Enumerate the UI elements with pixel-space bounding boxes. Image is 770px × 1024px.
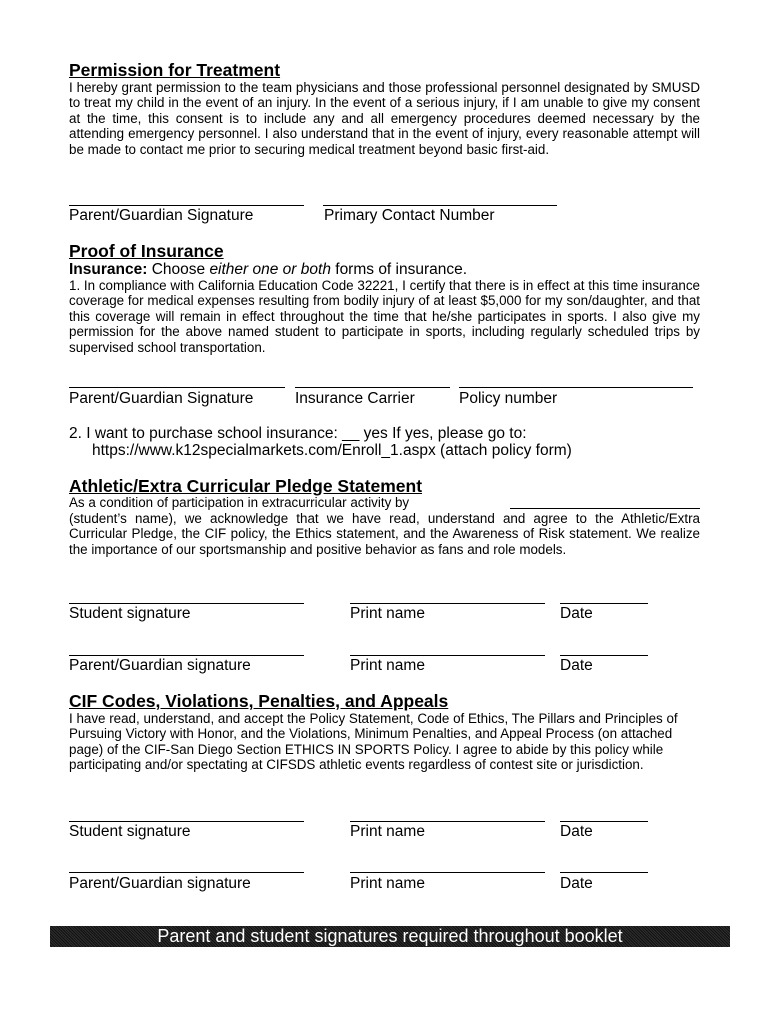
pledge-date-label-1: Date [560, 605, 593, 622]
cif-date-line-2[interactable] [560, 872, 648, 873]
primary-contact-label: Primary Contact Number [324, 207, 495, 224]
treatment-signature-line[interactable] [69, 205, 304, 206]
insurance-heading: Proof of Insurance [69, 241, 224, 261]
cif-body: I have read, understand, and accept the Policy Statement, Code of Ethics, The Pillars and Principles of Pursuing Victory with Honor, and the Violations, Minimum Penalties, and Appeal Process (on attached page) of the CIF-San Diego Section ETHICS IN SPORTS Policy. I agree to abide by this policy while participating and/or spectating at CIFSDS athletic events regardless of contest site or jurisdiction. [69, 711, 678, 773]
treatment-body: I hereby grant permission to the team physicians and those professional personnel designated by SMUSD to treat my child in the event of an injury. In the event of a serious injury, if I am unable to give my consent at the time, this consent is to include any and all emergency procedures deemed necessary by the attending emergency personnel. I also understand that in the event of injury, every reasonable attempt will be made to contact me prior to securing medical treatment beyond basic first-aid. [69, 80, 700, 157]
cif-date-label-1: Date [560, 823, 593, 840]
cif-heading: CIF Codes, Violations, Penalties, and Appeals [69, 691, 449, 711]
treatment-signature-label: Parent/Guardian Signature [69, 207, 254, 224]
pledge-date-line-2[interactable] [560, 655, 648, 656]
cif-print-name-line-2[interactable] [350, 872, 545, 873]
pledge-first-line-text: As a condition of participation in extracurricular activity by [69, 495, 410, 510]
insurance-signature-line[interactable] [69, 387, 285, 388]
pledge-date-label-2: Date [560, 657, 593, 674]
insurance-choose-bold: Insurance: [69, 261, 148, 278]
insurance-choose-post: forms of insurance. [330, 261, 468, 278]
pledge-print-name-line-2[interactable] [350, 655, 545, 656]
cif-date-line-1[interactable] [560, 821, 648, 822]
pledge-body: (student’s name), we acknowledge that we have read, understand and agree to the Athletic/Extra Curricular Pledge, the CIF policy, the Ethics statement, and the Awareness of Risk statement. We realize the importance of our sportsmanship and positive behavior as fans and role models. [69, 511, 700, 557]
treatment-heading: Permission for Treatment [69, 60, 281, 80]
pledge-heading: Athletic/Extra Curricular Pledge Statement [69, 476, 423, 496]
cif-student-signature-line[interactable] [69, 821, 304, 822]
insurance-choose-pre: Choose [147, 261, 210, 278]
signatures-required-banner: Parent and student signatures required throughout booklet [50, 926, 730, 947]
insurance-item-1: 1. In compliance with California Education Code 32221, I certify that there is in effect at this time insurance coverage for medical expenses resulting from bodily injury of at least $5,000 for my son/daughter, and that this coverage will remain in effect throughout the time that he/she participates in sports. I also give my permission for the above named student to participate in sports, including regularly scheduled trips by supervised school transportation. [69, 278, 700, 355]
policy-number-label: Policy number [459, 390, 558, 407]
cif-print-name-label-2: Print name [350, 875, 425, 892]
insurance-signature-label: Parent/Guardian Signature [69, 390, 254, 407]
insurance-carrier-label: Insurance Carrier [295, 390, 415, 407]
policy-number-line[interactable] [459, 387, 693, 388]
insurance-choose-italic: either one or both [209, 261, 331, 278]
insurance-carrier-line[interactable] [295, 387, 450, 388]
cif-student-signature-label: Student signature [69, 823, 191, 840]
pledge-parent-signature-label: Parent/Guardian signature [69, 657, 251, 674]
cif-parent-signature-label: Parent/Guardian signature [69, 875, 251, 892]
pledge-print-name-line-1[interactable] [350, 603, 545, 604]
pledge-print-name-label-2: Print name [350, 657, 425, 674]
cif-print-name-line-1[interactable] [350, 821, 545, 822]
pledge-student-signature-line[interactable] [69, 603, 304, 604]
pledge-date-line-1[interactable] [560, 603, 648, 604]
pledge-student-signature-label: Student signature [69, 605, 191, 622]
insurance-url[interactable]: https://www.k12specialmarkets.com/Enroll_1.aspx (attach policy form) [92, 442, 572, 459]
insurance-item-2: 2. I want to purchase school insurance: __ yes If yes, please go to: [69, 425, 527, 442]
primary-contact-line[interactable] [323, 205, 557, 206]
student-name-line[interactable] [510, 508, 700, 509]
pledge-parent-signature-line[interactable] [69, 655, 304, 656]
insurance-choose-line [69, 261, 467, 279]
cif-parent-signature-line[interactable] [69, 872, 304, 873]
cif-print-name-label-1: Print name [350, 823, 425, 840]
pledge-print-name-label-1: Print name [350, 605, 425, 622]
cif-date-label-2: Date [560, 875, 593, 892]
